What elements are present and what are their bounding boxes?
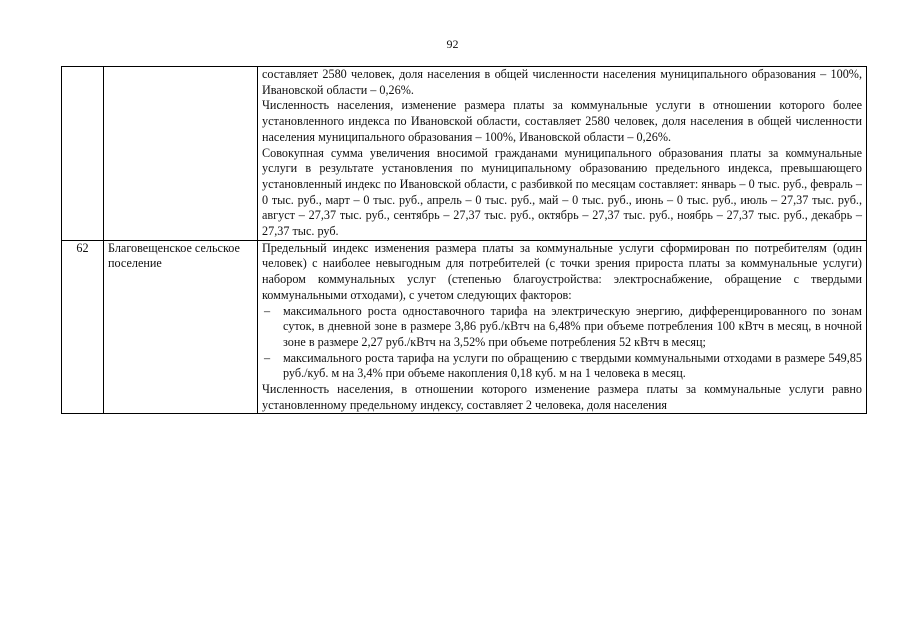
table-row: [62, 240, 867, 414]
table-row: [62, 67, 867, 241]
factor-list-item: [262, 304, 862, 351]
municipality-name-cell: Благовещенское сельское поселение: [104, 240, 258, 414]
dash-marker: –: [264, 350, 271, 365]
factor-list-item: [262, 351, 862, 382]
row-number-cell: 62: [62, 240, 104, 414]
dash-marker: –: [264, 303, 271, 318]
paragraph: Численность населения, изменение размера платы за коммунальные услуги в отношении которого более установленного индекса по Ивановской области, составляет 2580 человек, доля населения в общей численности населения муниципального образования – 100%, Ивановской области – 0,26%.: [262, 98, 862, 144]
paragraph: Совокупная сумма увеличения вносимой гражданами муниципального образования платы за коммунальные услуги в результате установления по муниципальному образованию предельного индекса, превышающего установленный индекс по Ивановской области, с разбивкой по месяцам составляет: январь – 0 тыс. руб., февраль – 0 тыс. руб., март – 0 тыс. руб., апрель – 0 тыс. руб., май – 0 тыс. руб., июнь – 0 тыс. руб., июль – 27,37 тыс. руб., август – 27,37 тыс. руб., сентябрь – 27,37 тыс. руб., октябрь – 27,37 тыс. руб., ноябрь – 27,37 тыс. руб., декабрь – 27,37 тыс. руб.: [262, 145, 862, 239]
municipal-index-table: [61, 66, 867, 414]
factor-text: максимального роста тарифа на услуги по обращению с твердыми коммунальными отходами в размере 549,85 руб./куб. м на 3,4% при объеме накопления 0,18 куб. м на 1 человека в месяц.: [283, 350, 862, 381]
description-cell: [258, 240, 867, 414]
intro-paragraph: Предельный индекс изменения размера платы за коммунальные услуги сформирован по потребителям (один человек) с наиболее невыгодным для потребителей (с точки зрения прироста платы за коммунальные услуги) набором коммунальных услуг (степенью благоустройства: электроснабжение, обращение с твердыми коммунальными отходами), с учетом следующих факторов:: [262, 240, 862, 302]
page-number: 92: [446, 37, 459, 51]
factor-text: максимального роста одноставочного тарифа на электрическую энергию, дифференцированного по зонам суток, в дневной зоне в размере 3,86 руб./кВтч на 6,48% при объеме потребления 100 кВтч в месяц, в ночной зоне в размере 2,27 руб./кВтч на 3,52% при объеме потребления 52 кВтч в месяц;: [283, 303, 862, 349]
outro-paragraph: Численность населения, в отношении которого изменение размера платы за коммунальные услуги равно установленному предельному индексу, составляет 2 человека, доля населения: [262, 382, 862, 412]
description-cell: [258, 67, 867, 241]
municipality-name-cell: [104, 67, 258, 241]
row-number-cell: [62, 67, 104, 241]
paragraph: составляет 2580 человек, доля населения в общей численности населения муниципального образования – 100%, Ивановской области – 0,26%.: [262, 67, 862, 97]
